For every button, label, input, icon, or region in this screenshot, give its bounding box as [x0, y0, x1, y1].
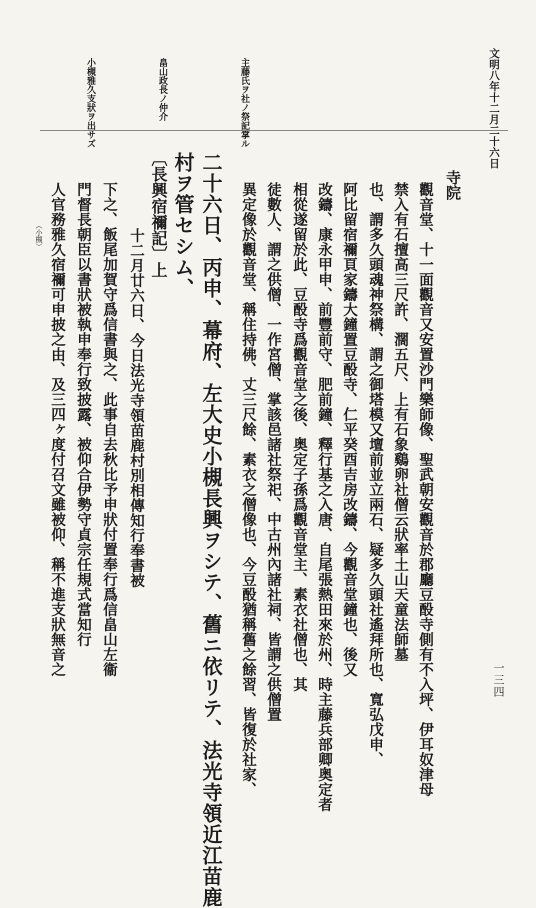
running-header-date: 文明八年十二月二十六日 — [488, 48, 500, 169]
header-rule — [40, 130, 508, 131]
text-column: 禁入有石擅高三尺許、濶五尺、上有石象鷄卵社僧云狀率土山天童法師墓 — [392, 182, 409, 662]
text-column: 相從遂留於此、豆酘寺爲觀音堂之後、奥定子孫爲觀音堂主、素衣社僧也、其 — [291, 182, 308, 692]
marginal-note: 主藤氏ヲ社ノ祭記掌ル — [239, 58, 249, 148]
marginal-note: 畠山政長ノ仲介 — [157, 58, 167, 121]
text-column: 改鑄、康永甲申、前豐前守、肥前鐘、釋行基之入唐、自尾張熱田來於州、時主藤兵部卿奥定者 — [316, 182, 333, 812]
text-column: 也、謂多久頭魂神祭構、謂之御塔模又壇前並立兩石、疑多久頭社遙拜所也、寬弘戊申、 — [367, 182, 384, 767]
quote-column: 十二月廿六日、今日法光寺領苗鹿村別相傳知行奉書被 — [128, 228, 145, 588]
section-heading: 寺院 — [444, 170, 462, 200]
marginal-notes — [78, 58, 278, 148]
quote-column: 下之、飯尾加賀守爲信書與之、此事自去秋比予申狀付置奉行爲信畠山左衞 — [101, 182, 118, 677]
page-number: 一三四 — [492, 662, 505, 698]
entry-headline-continued: 村ヲ管セシム、 — [171, 152, 195, 299]
marginal-note: 小槻雅久支狀ヲ出サズ — [85, 58, 95, 148]
quote-annotation: （小槻） — [35, 222, 43, 250]
source-title: 〔長興宿禰記〕上 — [149, 150, 168, 278]
quote-column: 人官務雅久宿禰可申披之由、及三四ヶ度付召文雖被仰、稱不進支狀無音之 — [49, 182, 66, 677]
text-column: 阿比留宿禰頁家鑄大鐘置豆酘寺、仁平癸酉吉房改鑄、今觀音堂鐘也、後又 — [341, 182, 358, 677]
entry-headline: 二十六日、丙申、幕府、左大史小槻長興ヲシテ、舊ニ依リテ、法光寺領近江苗鹿 — [199, 152, 223, 908]
quote-column: 門督長朝臣以書狀被執申奉行致披露、被仰合伊勢守貞宗任規式當知行 — [75, 182, 92, 647]
text-column: 異定像於觀音堂、稱住持佛、丈三尺餘、素衣之僧像也、今豆酘猶稱舊之餘習、皆復於社家、 — [240, 182, 257, 797]
text-column: 觀音堂、十一面觀音又安置沙門樂師像、聖武朝安觀音於郡廳豆酘寺側有不入坪、伊耳奴津母 — [417, 182, 434, 797]
text-column: 徒數人、謂之供僧、一作宮僧、掌該邑諸社祭祀、中古州內諸社祠、皆謂之供僧置 — [265, 182, 282, 722]
